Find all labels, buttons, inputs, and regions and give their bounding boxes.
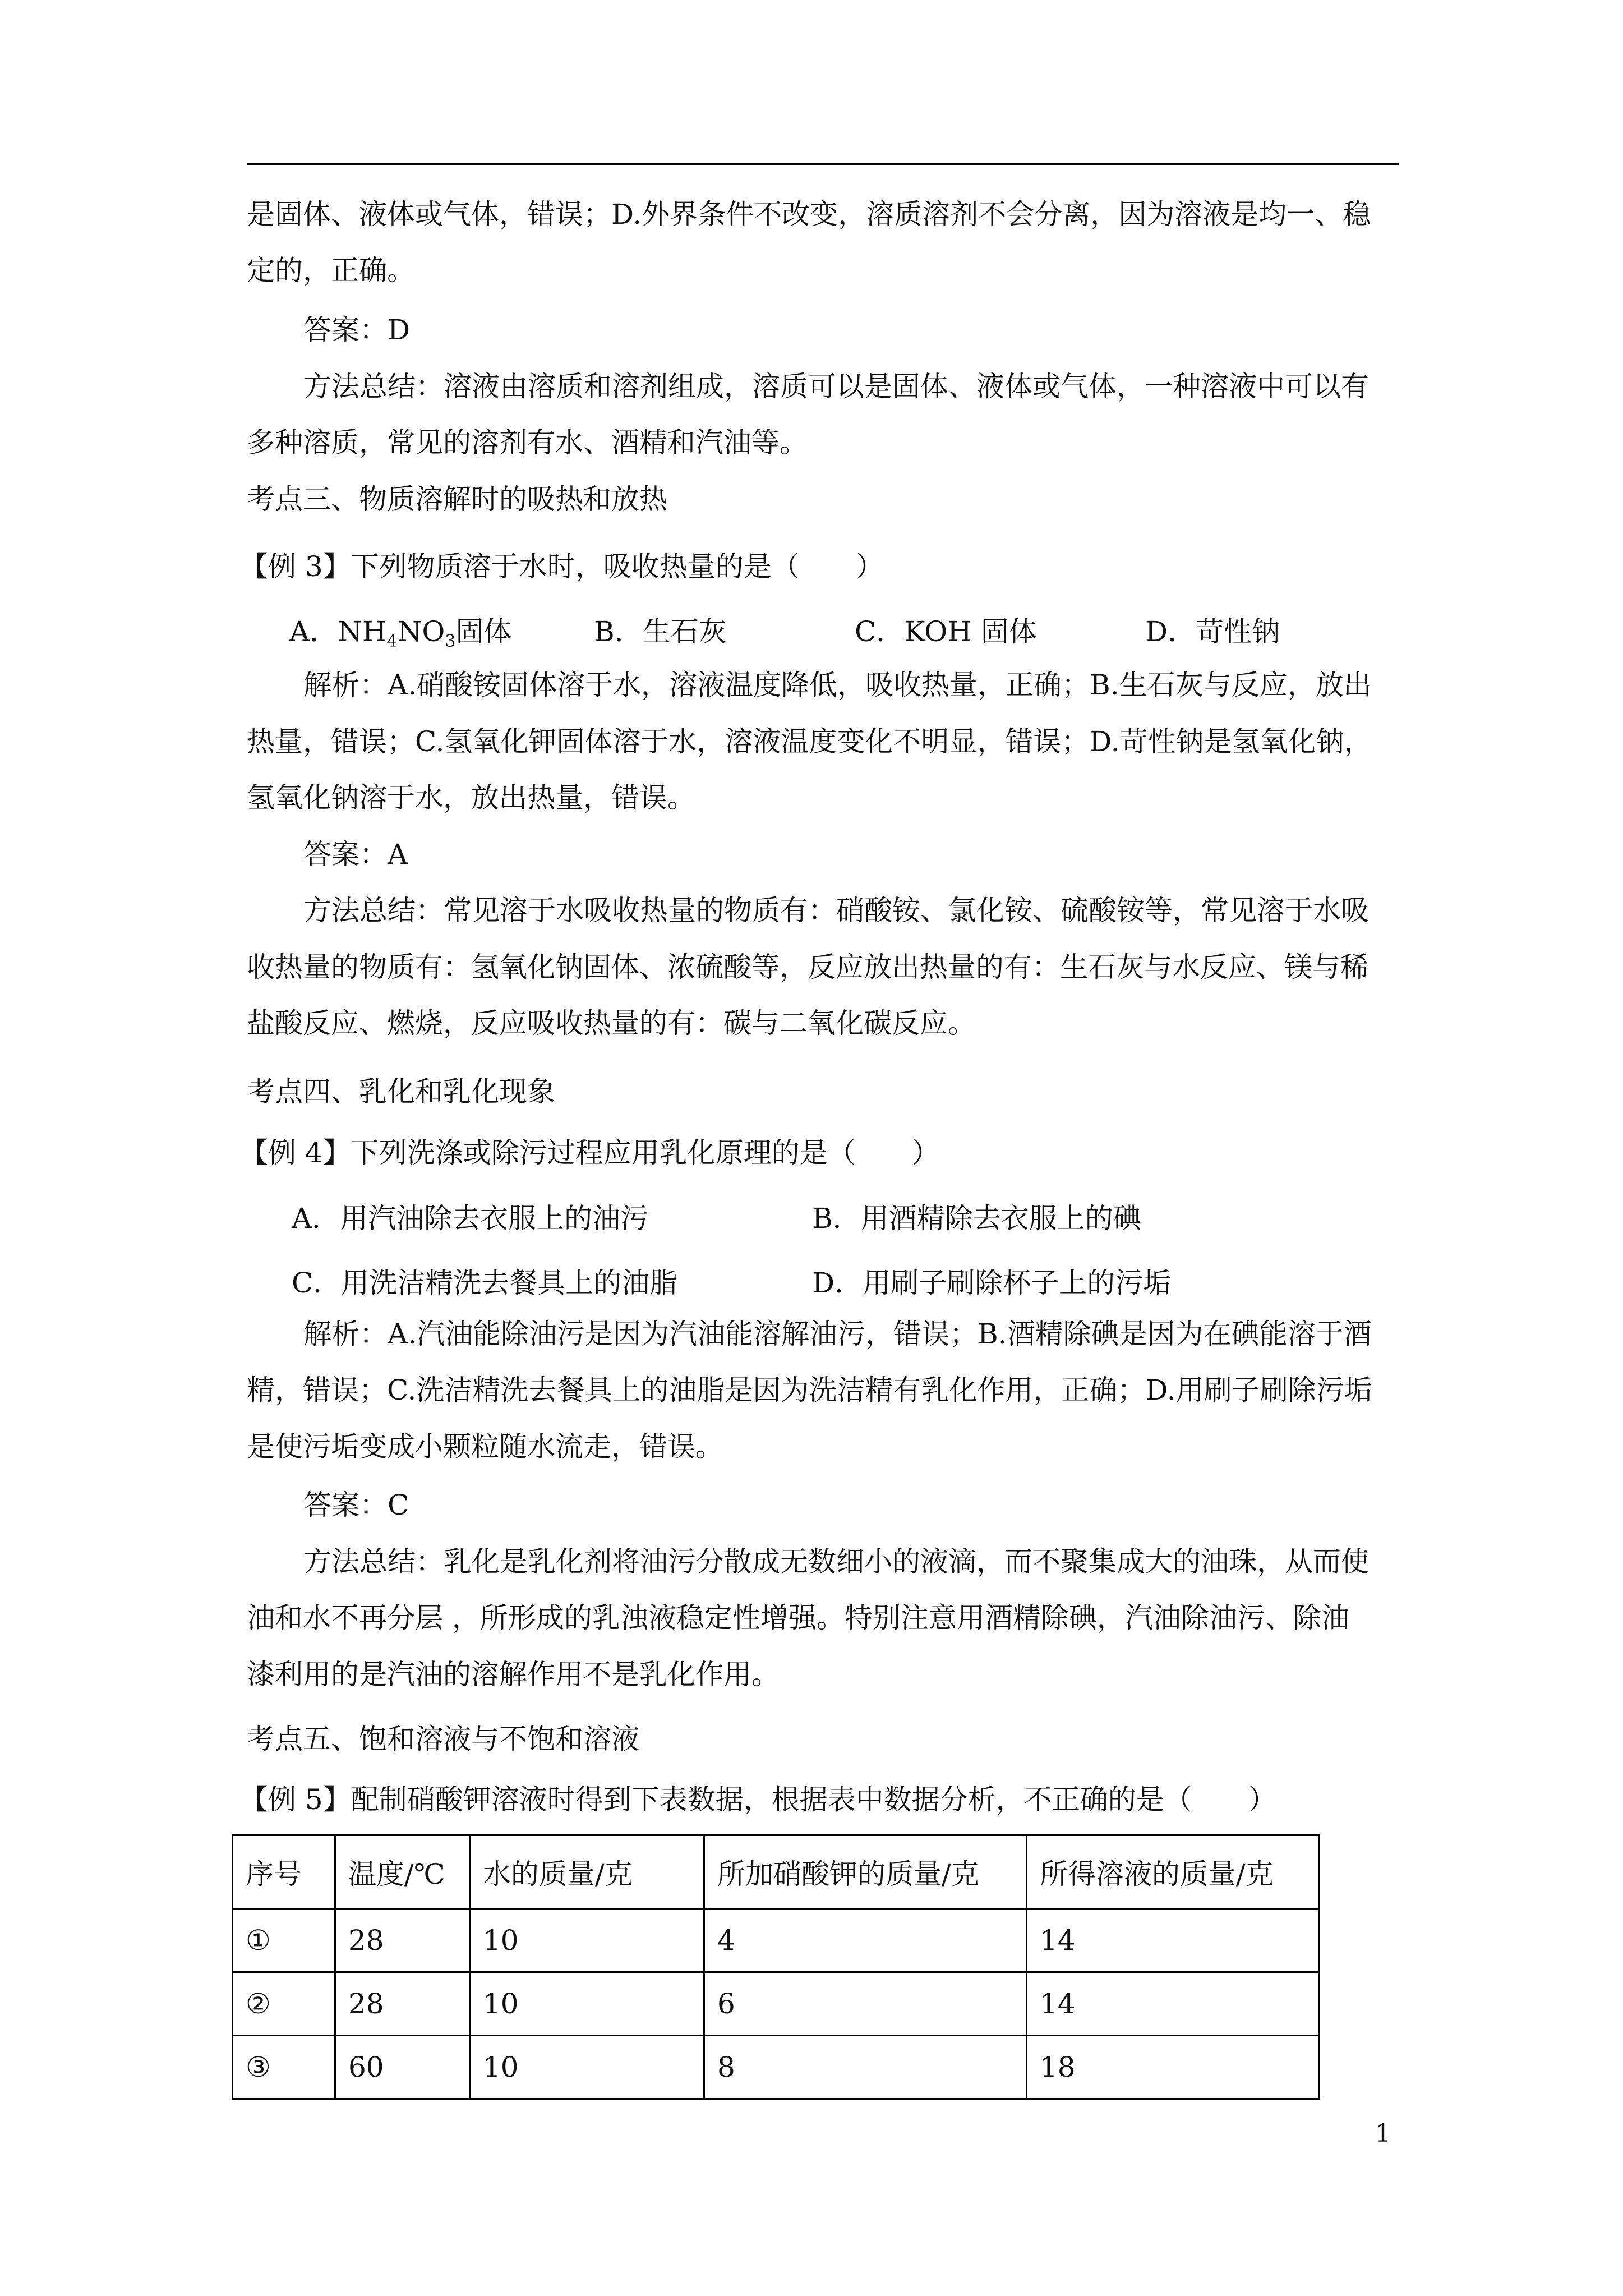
table-header-cell: 温度/℃: [335, 1835, 470, 1909]
table-header-row: [233, 1835, 1320, 1909]
method-summary-line: 油和水不再分层 ，所形成的乳浊液稳定性增强。特别注意用酒精除碘，汽油除油污、除油: [247, 1602, 1349, 1634]
analysis-line: 解析：A.汽油能除油污是因为汽油能溶解油污，错误；B.酒精除碘是因为在碘能溶于酒: [303, 1318, 1372, 1350]
header-rule: [247, 163, 1399, 165]
subscript: 3: [445, 632, 456, 651]
answer-line: 答案：A: [303, 838, 408, 871]
method-summary-line: 方法总结：常见溶于水吸收热量的物质有：硝酸铵、氯化铵、硫酸铵等，常见溶于水吸: [303, 894, 1369, 927]
paragraph-line: 是固体、液体或气体，错误；D.外界条件不改变，溶质溶剂不会分离，因为溶液是均一、稳: [247, 198, 1371, 231]
question-text: 下列洗涤或除污过程应用乳化原理的是（ ）: [351, 1137, 940, 1169]
method-summary-line: 多种溶质，常见的溶剂有水、酒精和汽油等。: [247, 426, 808, 459]
example-question: [240, 1135, 940, 1170]
data-table: [232, 1834, 1320, 2100]
option-d: D．用刷子刷除杯子上的污垢: [812, 1267, 1172, 1299]
option-b: B．生石灰: [594, 615, 727, 648]
example-question: [240, 549, 884, 584]
paragraph-line: 定的，正确。: [247, 254, 415, 287]
question-text: 配制硝酸钾溶液时得到下表数据，根据表中数据分析，不正确的是（ ）: [351, 1783, 1276, 1816]
example-tag: 【例 5】: [240, 1783, 351, 1816]
option-text: A．NH: [289, 615, 387, 648]
table-row: [233, 2036, 1320, 2099]
table-cell: 10: [470, 1972, 704, 2036]
table-header-cell: 所加硝酸钾的质量/克: [704, 1835, 1027, 1909]
table-header-cell: 水的质量/克: [470, 1835, 704, 1909]
table-cell: 28: [335, 1909, 470, 1972]
table-cell: ②: [233, 1972, 335, 2036]
analysis-line: 解析：A.硝酸铵固体溶于水，溶液温度降低，吸收热量，正确；B.生石灰与反应，放出: [303, 669, 1372, 701]
option-b: B．用酒精除去衣服上的碘: [812, 1202, 1141, 1235]
table-cell: 10: [470, 2036, 704, 2099]
analysis-line: 氢氧化钠溶于水，放出热量，错误。: [247, 781, 695, 814]
option-d: D．苛性钠: [1145, 615, 1280, 648]
table-cell: ③: [233, 2036, 335, 2099]
section-heading: 考点四、乳化和乳化现象: [247, 1075, 555, 1108]
option-c: C．KOH 固体: [855, 615, 1037, 648]
table-cell: ①: [233, 1909, 335, 1972]
example-tag: 【例 4】: [240, 1137, 351, 1169]
answer-line: 答案：D: [303, 314, 411, 346]
method-summary-line: 方法总结：乳化是乳化剂将油污分散成无数细小的液滴，而不聚集成大的油珠，从而使: [303, 1545, 1369, 1578]
example-question: [240, 1782, 1276, 1817]
subscript: 4: [386, 632, 398, 651]
method-summary-line: 收热量的物质有：氢氧化钠固体、浓硫酸等，反应放出热量的有：生石灰与水反应、镁与稀: [247, 951, 1368, 983]
table-cell: 8: [704, 2036, 1027, 2099]
example-tag: 【例 3】: [240, 550, 351, 583]
option-text: 固体: [455, 615, 512, 648]
table-header-cell: 所得溶液的质量/克: [1027, 1835, 1320, 1909]
table-row: [233, 1972, 1320, 2036]
method-summary-line: 漆利用的是汽油的溶解作用不是乳化作用。: [247, 1658, 780, 1691]
table-cell: 14: [1027, 1909, 1320, 1972]
option-c: C．用洗洁精洗去餐具上的油脂: [292, 1267, 678, 1299]
option-a: A．用汽油除去衣服上的油污: [292, 1202, 649, 1235]
analysis-line: 是使污垢变成小颗粒随水流走，错误。: [247, 1430, 723, 1463]
answer-line: 答案：C: [303, 1489, 409, 1521]
option-text: NO: [397, 615, 445, 648]
method-summary-line: 盐酸反应、燃烧，反应吸收热量的有：碳与二氧化碳反应。: [247, 1007, 976, 1039]
table-cell: 28: [335, 1972, 470, 2036]
table-row: [233, 1909, 1320, 1972]
page-number: 1: [1375, 2119, 1391, 2148]
option-a: [289, 614, 511, 649]
table-cell: 14: [1027, 1972, 1320, 2036]
method-summary-line: 方法总结：溶液由溶质和溶剂组成，溶质可以是固体、液体或气体，一种溶液中可以有: [303, 370, 1369, 403]
table-cell: 10: [470, 1909, 704, 1972]
table-cell: 6: [704, 1972, 1027, 2036]
table-header-cell: 序号: [233, 1835, 335, 1909]
table-cell: 4: [704, 1909, 1027, 1972]
table-cell: 60: [335, 2036, 470, 2099]
analysis-line: 精，错误；C.洗洁精洗去餐具上的油脂是因为洗洁精有乳化作用，正确；D.用刷子刷除污垢: [247, 1374, 1372, 1406]
section-heading: 考点五、饱和溶液与不饱和溶液: [247, 1723, 639, 1755]
section-heading: 考点三、物质溶解时的吸热和放热: [247, 483, 667, 516]
analysis-line: 热量，错误；C.氢氧化钾固体溶于水，溶液温度变化不明显，错误；D.苛性钠是氢氧化钠，: [247, 725, 1372, 758]
table-cell: 18: [1027, 2036, 1320, 2099]
question-text: 下列物质溶于水时，吸收热量的是（ ）: [351, 550, 884, 583]
